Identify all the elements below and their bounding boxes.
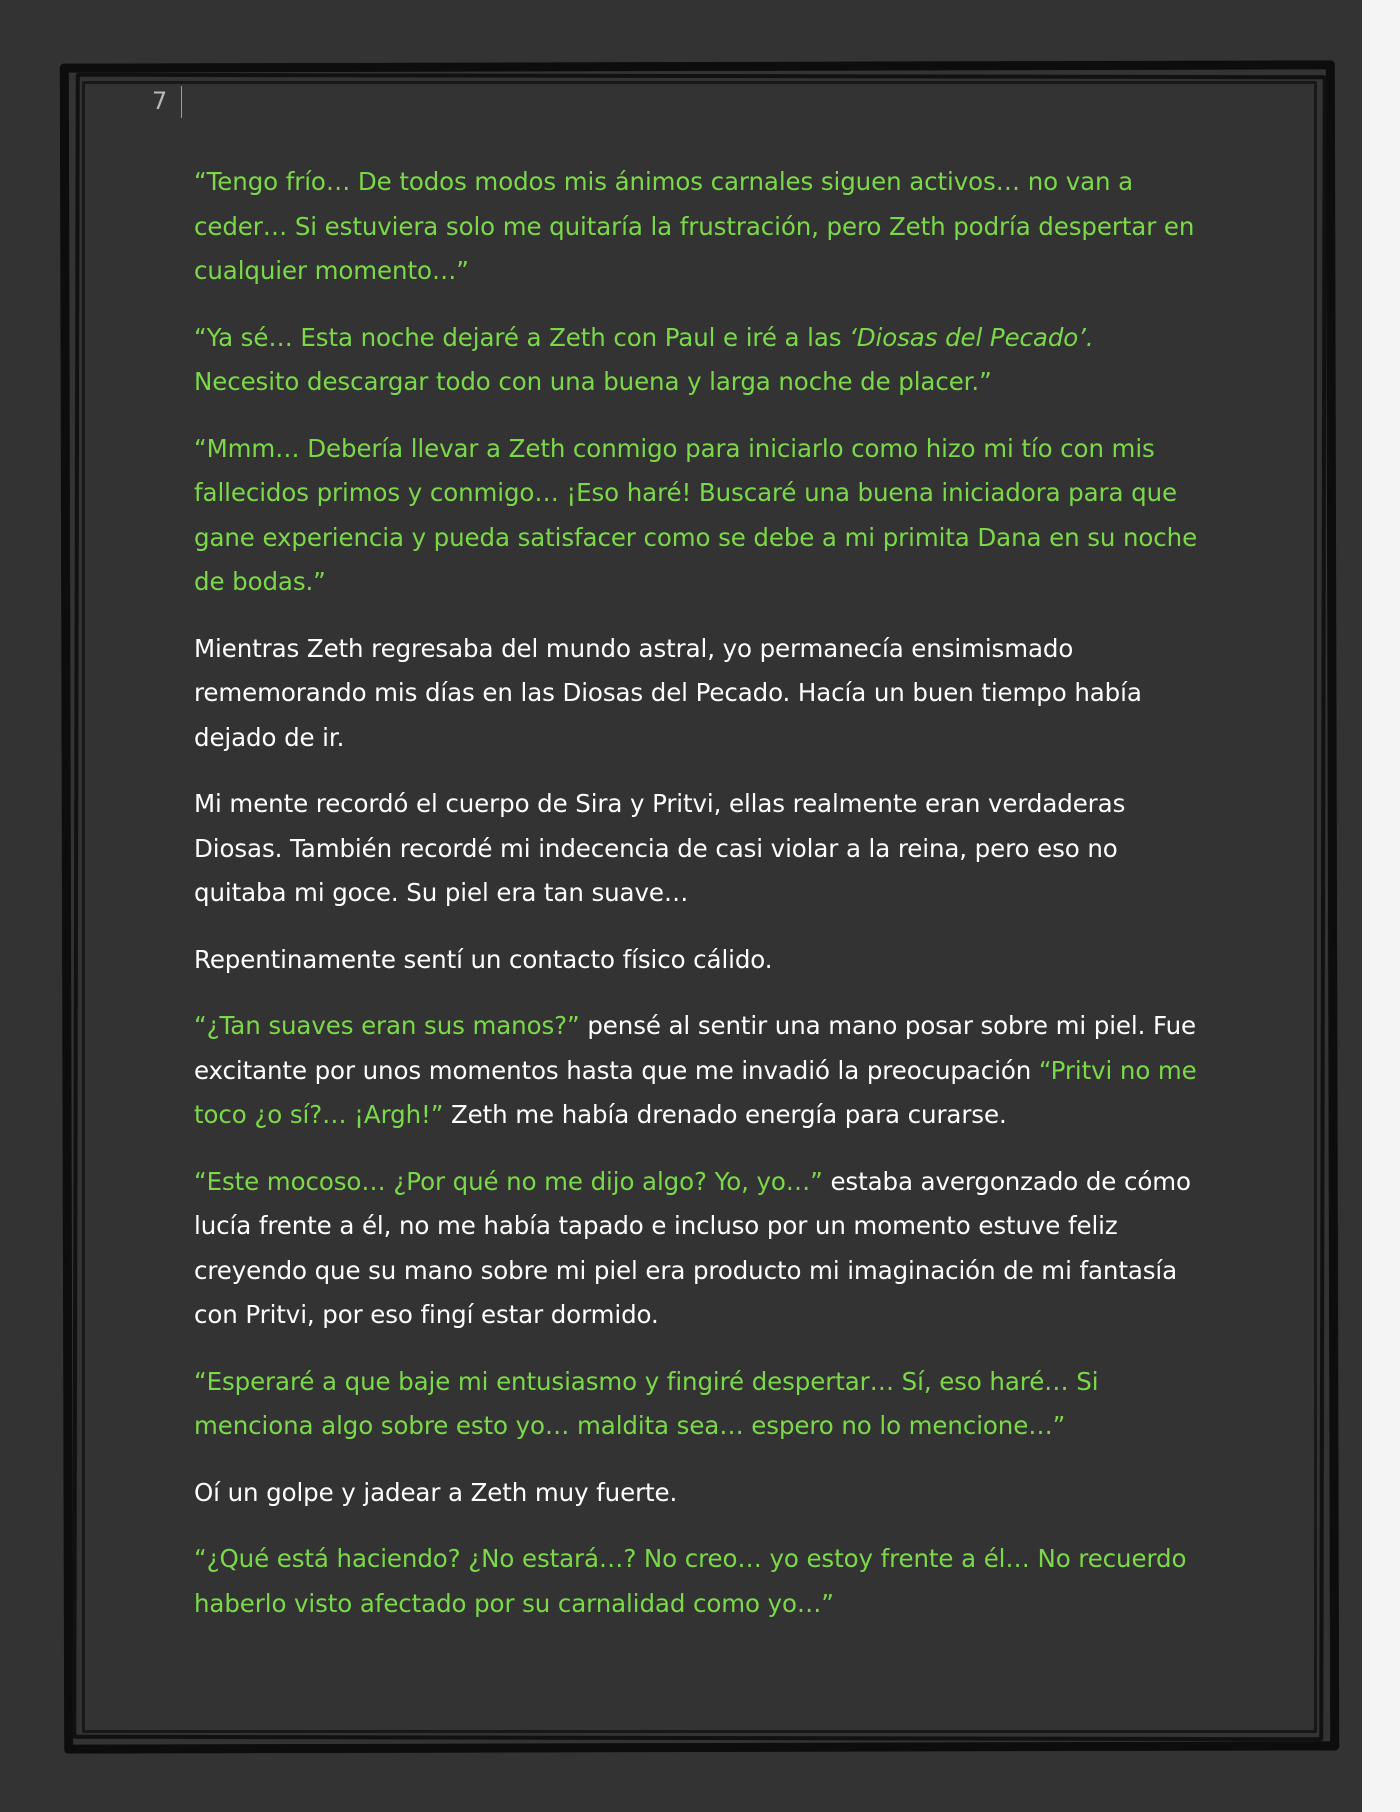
story-text — [194, 160, 1204, 1648]
dialogue-emphasis: ‘Diosas del Pecado’. — [849, 322, 1094, 352]
narration-text: estaba avergonzado de cómo lucía frente a él, no me había tapado e incluso por un momento estuve feliz creyendo que su mano sobre mi piel era producto mi imaginación de mi fantasía con Pritvi, por eso fingí estar dormido. — [194, 1166, 1191, 1329]
dialogue-text: “¿Tan suaves eran sus manos?” — [194, 1011, 580, 1040]
paragraph-9 — [194, 1360, 1204, 1449]
narration-text: Mientras Zeth regresaba del mundo astral, yo permanecía ensimismado rememorando mis días en las Diosas del Pecado. Hacía un buen tiempo había dejado de ir. — [194, 633, 1142, 752]
paragraph-11 — [194, 1537, 1204, 1626]
narration-text: Zeth me había drenado energía para curarse. — [443, 1100, 1007, 1129]
narration-text: pensé al sentir una mano posar sobre mi piel. Fue excitante por unos momentos hasta que me invadió la preocupación — [194, 1011, 1197, 1085]
paragraph-4 — [194, 627, 1204, 761]
dialogue-text: “¿Qué está haciendo? ¿No estará…? No creo… yo estoy frente a él… No recuerdo haberlo visto afectado por su carnalidad como yo…” — [194, 1544, 1187, 1618]
dialogue-text: “Ya sé… Esta noche dejaré a Zeth con Paul e iré a las — [194, 322, 850, 352]
paragraph-5 — [194, 782, 1204, 916]
text-cursor — [181, 86, 182, 118]
dialogue-text: “Esperaré a que baje mi entusiasmo y fingiré despertar… Sí, eso haré… Si menciona algo sobre esto yo… maldita sea… espero no lo mencione…” — [194, 1366, 1099, 1440]
paragraph-8 — [194, 1160, 1204, 1338]
dialogue-text: “Este mocoso… ¿Por qué no me dijo algo? Yo, yo…” — [194, 1166, 823, 1196]
dialogue-text: “Tengo frío… De todos modos mis ánimos carnales siguen activos… no van a ceder… Si estuviera solo me quitaría la frustración, pero Zeth podría despertar en cualquier momento…” — [194, 167, 1195, 285]
narration-text: Mi mente recordó el cuerpo de Sira y Pritvi, ellas realmente eran verdaderas Diosas. También recordé mi indecencia de casi violar a la reina, pero eso no quitaba mi goce. Su piel era tan suave… — [194, 789, 1126, 907]
narration-text: Oí un golpe y jadear a Zeth muy fuerte. — [194, 1477, 678, 1507]
dialogue-text: “Mmm… Debería llevar a Zeth conmigo para iniciarlo como hizo mi tío con mis fallecidos primos y conmigo… ¡Eso haré! Buscaré una buena iniciadora para que gane experiencia y pueda satisfacer como se debe a mi primita Dana en su noche de bodas.” — [194, 433, 1198, 596]
narration-text: Repentinamente sentí un contacto físico cálido. — [194, 944, 773, 974]
paragraph-3 — [194, 427, 1204, 605]
page-number: 7 — [152, 87, 168, 115]
page-edge — [1362, 0, 1400, 1812]
paragraph-6 — [194, 938, 1204, 983]
paragraph-10 — [194, 1471, 1204, 1516]
paragraph-2 — [194, 316, 1204, 405]
dialogue-text: “Pritvi no me toco ¿o sí?… ¡Argh!” — [194, 1055, 1197, 1129]
paragraph-7 — [194, 1004, 1204, 1138]
dialogue-text: Necesito descargar todo con una buena y larga noche de placer.” — [194, 367, 992, 396]
paragraph-1 — [194, 160, 1204, 294]
